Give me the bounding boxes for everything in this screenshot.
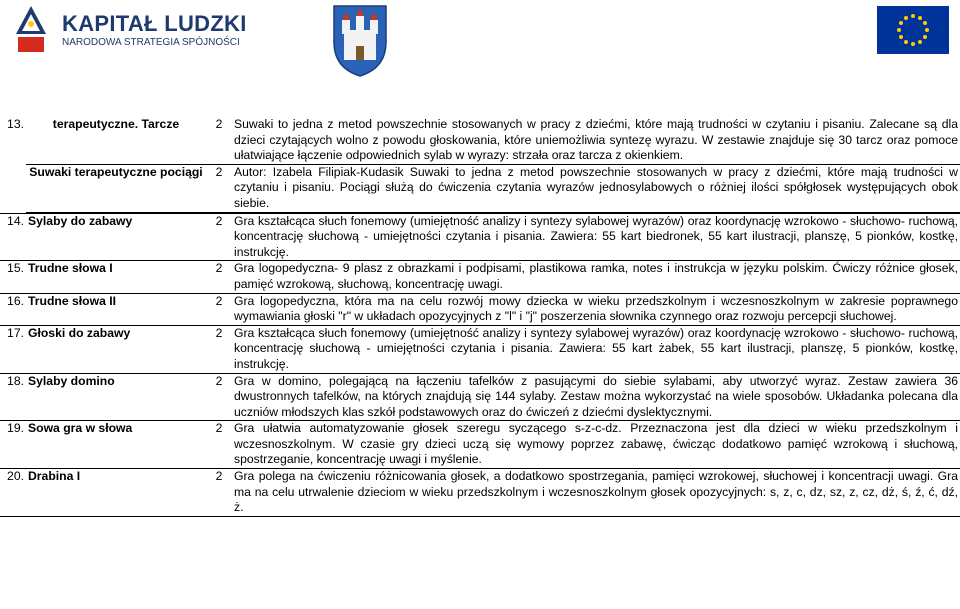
- item-quantity: 2: [206, 293, 232, 325]
- item-name: Sylaby domino: [26, 373, 206, 421]
- table-row: [0, 373, 960, 421]
- row-number: 14.: [0, 213, 26, 261]
- item-description: Gra kształcąca słuch fonemowy (umiejętność analizy i syntezy sylabowej wyrazów) oraz koordynację wzrokowo - słuchowo- ruchową, koncentrację słuchową - umiejętności czytania i pisania. Zawiera: 55 kart żabek, 55 kart ilustracji, planszę, 5 pionków, kostkę, instrukcję.: [232, 325, 960, 373]
- row-number: 17.: [0, 325, 26, 373]
- item-name: Trudne słowa I: [26, 261, 206, 293]
- row-number: 16.: [0, 293, 26, 325]
- table-row: [0, 117, 960, 213]
- page-header: [0, 0, 960, 112]
- item-quantity: 2: [206, 213, 232, 261]
- eu-flag-icon: [877, 6, 949, 54]
- row-number: 20.: [0, 469, 26, 517]
- brand-subtitle: NARODOWA STRATEGIA SPÓJNOŚCI: [62, 37, 240, 48]
- item-name: Głoski do zabawy: [26, 325, 206, 373]
- eu-logo: [877, 6, 949, 54]
- item-quantity: 2: [206, 469, 232, 517]
- item-quantity: 2: [206, 325, 232, 373]
- row-number: 15.: [0, 261, 26, 293]
- row-number: 13.: [0, 117, 26, 213]
- item-name: Sowa gra w słowa: [26, 421, 206, 469]
- table-row: [0, 469, 960, 517]
- table-row: [0, 261, 960, 293]
- table-row: [0, 325, 960, 373]
- item-quantity: 2: [206, 421, 232, 469]
- brand-block: [62, 12, 247, 49]
- item-description: Suwaki to jedna z metod powszechnie stosowanych w pracy z dziećmi, które mają trudności w czytaniu i pisaniu. Zalecane są dla dzieci czytających wolno z powodu głoskowania, które uniemożliwia syntezę wyrazu. W zestawie znajduje się 30 tarcz oraz pomoce ułatwiające łączenie odpowiednich sylab w wyrazy: strzała oraz tarcza z okienkiem.: [232, 117, 960, 164]
- table-subrow: [26, 164, 960, 212]
- item-description: Gra ułatwia automatyzowanie głosek szeregu syczącego s-z-c-dz. Przeznaczona jest dla dzieci w wieku przedszkolnym i wczesnoszkolnym. W czasie gry dzieci uczą się wymowy poprzez zabawę, ćwicząc dodatkowo pamięć wzrokową i słuchową, spostrzeganie, koncentrację uwagi i myślenie.: [232, 421, 960, 469]
- item-description: Gra w domino, polegającą na łączeniu tafelków z pasującymi do siebie sylabami, aby utworzyć wyraz. Zestaw zawiera 36 dwustronnych tafelków, na których znajdują się 144 sylaby. Zestaw można wykorzystać na wiele sposobów. Układanka polecana dla uczniów młodszych klas szkół podstawowych oraz do ćwiczeń z dziećmi dyslektycznymi.: [232, 373, 960, 421]
- row-number: 19.: [0, 421, 26, 469]
- item-quantity: 2: [206, 117, 232, 164]
- item-name: Sylaby do zabawy: [26, 213, 206, 261]
- item-name: terapeutyczne. Tarcze: [26, 117, 206, 164]
- product-table: [0, 117, 960, 517]
- item-name: Trudne słowa II: [26, 293, 206, 325]
- item-quantity: 2: [206, 261, 232, 293]
- table-row: [0, 213, 960, 261]
- table-subrow: [26, 117, 960, 164]
- item-name: Drabina I: [26, 469, 206, 517]
- item-description: Gra logopedyczna, która ma na celu rozwój mowy dziecka w wieku przedszkolnym i wczesnoszkolnym w zakresie poprawnego wymawiania głoski "r" w układach opozycyjnych z "l" i "j" poszerzenia słownika czynnego oraz rozwoju percepcji słuchowej.: [232, 293, 960, 325]
- city-crest-icon: [330, 2, 390, 78]
- item-name: Suwaki terapeutyczne pociągi: [26, 164, 206, 212]
- table-row: [0, 293, 960, 325]
- item-description: Gra polega na ćwiczeniu różnicowania głosek, a dodatkowo spostrzegania, pamięci wzrokowej, słuchowej i koncentracji uwagi. Gra ma na celu utrwalenie dzieciom w wieku przedszkolnym i wczesnoszkolnym głosek opozycyjnych: s, z, c, dz, sz, z, cz, dż, ś, ź, ć, dź, ż.: [232, 469, 960, 517]
- row-number: 18.: [0, 373, 26, 421]
- brand-title: KAPITAŁ LUDZKI: [62, 11, 247, 36]
- table-row: [0, 421, 960, 469]
- item-description: Autor: Izabela Filipiak-Kudasik Suwaki to jedna z metod powszechnie stosowanych w pracy z dziećmi, które mają trudności w czytaniu i pisaniu. Pociągi służą do ćwiczenia czytania wyrazów jednosylabowych o różniej ilości spółgłosek występujących obok siebie.: [232, 164, 960, 212]
- item-quantity: 2: [206, 164, 232, 212]
- item-quantity: 2: [206, 373, 232, 421]
- item-description: Gra kształcąca słuch fonemowy (umiejętność analizy i syntezy sylabowej wyrazów) oraz koordynację wzrokowo - słuchowo- ruchową, koncentrację słuchową - umiejętności czytania i pisania. Zawiera: 55 kart biedronek, 55 kart ilustracji, planszę, 5 pionków, kostkę, instrukcję.: [232, 213, 960, 261]
- item-description: Gra logopedyczna- 9 plasz z obrazkami i podpisami, plastikowa ramka, notes i instrukcja w języku polskim. Ćwiczy różnice głosek, pamięć wzrokową, słuchową, koncentrację uwagi.: [232, 261, 960, 293]
- kapital-ludzki-logo-icon: [14, 4, 48, 54]
